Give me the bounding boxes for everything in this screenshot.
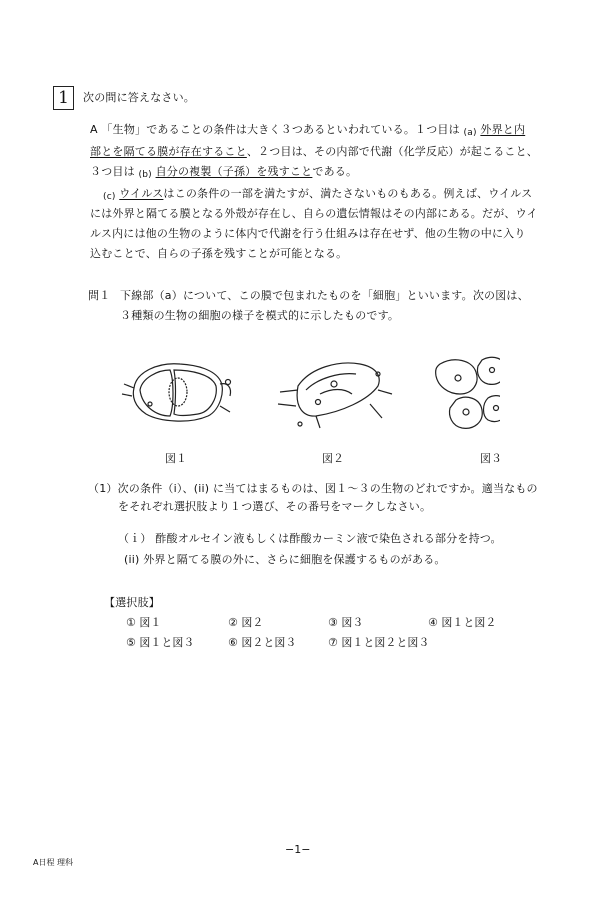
passage-text: A 「生物」であることの条件は大きく３つあるといわれている。１つ目は — [90, 123, 460, 136]
underline-b: 自分の複製（子孫）を残すこと — [155, 165, 313, 178]
choice-2[interactable]: ② 図２ — [228, 616, 264, 629]
passage-line-2 — [90, 144, 538, 160]
figure-3-caption: 図３ — [480, 452, 502, 465]
underline-a-end: 部とを隔てる膜が存在すること — [90, 145, 247, 158]
figure-1-caption: 図１ — [165, 452, 187, 465]
figure-3-drawing — [436, 357, 500, 428]
passage-line-5: には外界と隔てる膜となる外殻が存在し、自らの遺伝情報はその内部にある。だが、ウイ — [90, 207, 538, 220]
choice-7[interactable]: ⑦ 図１と図２と図３ — [328, 636, 430, 649]
passage-line-7: 込むことで、自らの子孫を残すことが可能となる。 — [90, 247, 348, 260]
page-number: −1− — [285, 843, 311, 856]
passage-text: ３つ目は — [90, 165, 135, 178]
choice-4[interactable]: ④ 図１と図２ — [428, 616, 497, 629]
marker-b: (b) — [138, 170, 152, 180]
marker-c: (c) — [103, 192, 116, 202]
cell-figures — [120, 350, 500, 435]
sub1-line-1: （1）次の条件（i）、(ii) に当てはまるものは、図１～３の生物のどれですか。適当なもの — [88, 482, 538, 495]
passage-text: はこの条件の一部を満たすが、満たさないものもある。例えば、ウイルス — [163, 187, 533, 200]
question-instruction: 次の問に答えなさい。 — [83, 91, 195, 104]
choice-5[interactable]: ⑤ 図１と図３ — [126, 636, 195, 649]
condition-ii: (ii) 外界と隔てる膜の外に、さらに細胞を保護するものがある。 — [124, 553, 446, 566]
sub1-line-2: をそれぞれ選択肢より１つ選び、その番号をマークしなさい。 — [118, 500, 432, 513]
choices-header: 【選択肢】 — [104, 596, 160, 609]
passage-text: である。 — [312, 165, 358, 178]
passage-text: 、２つ目は、その内部で代謝（化学反応）が起こること、 — [246, 145, 539, 158]
underline-c: ウイルス — [119, 187, 164, 200]
q1-label: 問１ — [88, 289, 111, 302]
choice-1[interactable]: ① 図１ — [126, 616, 162, 629]
q1-line-1: 下線部（a）について、この膜で包まれたものを「細胞」といいます。次の図は、 — [120, 289, 529, 302]
question-number-box: 1 — [53, 86, 74, 110]
underline-a-start: 外界と内 — [480, 123, 526, 136]
figure-2-drawing — [278, 363, 392, 428]
condition-i: （ｉ） 酢酸オルセイン液もしくは酢酸カーミン液で染色される部分を持つ。 — [118, 532, 502, 545]
passage-line-6: ルス内には他の生物のように体内で代謝を行う仕組みは存在せず、他の生物の中に入り — [90, 227, 526, 240]
footer-label: A日程 理科 — [33, 858, 74, 867]
q1-line-2: ３種類の生物の細胞の様子を模式的に示したものです。 — [120, 309, 400, 322]
passage-line-1 — [90, 122, 525, 141]
choice-3[interactable]: ③ 図３ — [328, 616, 364, 629]
passage-line-3 — [90, 164, 357, 183]
figure-2-caption: 図２ — [322, 452, 344, 465]
figure-1-drawing — [122, 364, 231, 421]
marker-a: (a) — [463, 128, 477, 138]
choice-6[interactable]: ⑥ 図２と図３ — [228, 636, 297, 649]
passage-line-4 — [103, 186, 532, 205]
